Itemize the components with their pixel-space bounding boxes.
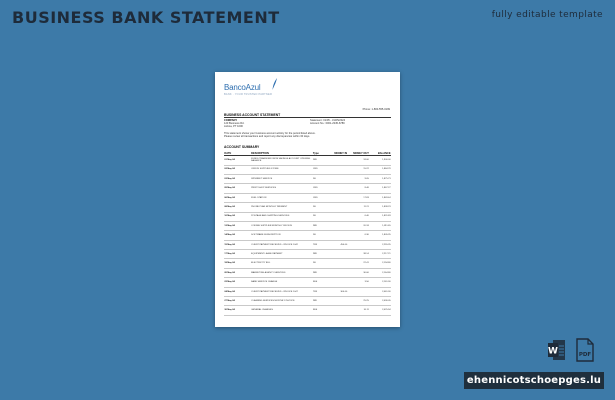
cell-money-out: 38.14 (348, 250, 370, 259)
cell-description: CLIENT PAYMENT RECEIVED - INVOICE 1042 (251, 240, 313, 249)
cell-type: FEE (313, 306, 328, 315)
bank-name: BancoAzul (224, 83, 261, 92)
table-row (224, 231, 391, 240)
cell-date: 01 May 24 (224, 156, 251, 165)
feather-icon (272, 78, 278, 90)
cell-money-out (348, 287, 370, 296)
cell-money-in (328, 297, 348, 306)
bank-tagline: BANK · YOUR TRUSTED PARTNER (224, 93, 273, 96)
pdf-label: PDF (578, 352, 592, 358)
cell-date: 22 May 24 (224, 278, 251, 287)
cell-date: 03 May 24 (224, 174, 251, 183)
cell-type: FEE (313, 278, 328, 287)
cell-balance: 1,849.44 (369, 193, 391, 202)
cell-balance: 1,867.27 (369, 184, 391, 193)
cell-balance: 2,194.80 (369, 259, 391, 268)
statement-document (215, 72, 400, 327)
cell-money-in (328, 193, 348, 202)
address-line: Lisboa, PT 1000 (224, 125, 243, 129)
cell-description: PHONE PLAN MONTHLY PAYMENT (251, 203, 313, 212)
cell-date: 02 May 24 (224, 165, 251, 174)
company-label: COMPANY (224, 119, 238, 122)
table-row (224, 193, 391, 202)
cell-balance: 1,811.65 (369, 221, 391, 230)
table-row (224, 259, 391, 268)
cell-money-out: 9.05 (348, 174, 370, 183)
cell-money-in (328, 250, 348, 259)
cell-type: PAY (313, 297, 328, 306)
cell-description: PRINT SHOP SERVICES (251, 184, 313, 193)
download-icons (548, 338, 594, 362)
cell-money-out: 8.46 (348, 184, 370, 193)
cell-money-in (328, 156, 348, 165)
cell-money-in (328, 165, 348, 174)
cell-balance: 1,900.00 (369, 156, 391, 165)
cell-date: 18 May 24 (224, 259, 251, 268)
cell-money-in (328, 212, 348, 221)
cell-balance: 1,805.35 (369, 231, 391, 240)
cell-money-in: 450.00 (328, 240, 348, 249)
cell-balance: 2,161.30 (369, 278, 391, 287)
bank-logo (224, 83, 272, 96)
cell-type: DD (313, 212, 328, 221)
company-address (224, 119, 244, 129)
pdf-file-icon[interactable] (576, 338, 594, 362)
column-header: DATE (224, 151, 251, 156)
cell-balance: 1,875.73 (369, 174, 391, 183)
table-row (224, 221, 391, 230)
table-row (224, 250, 391, 259)
cell-money-out: 6.30 (348, 231, 370, 240)
account-line: Account No.: 0001-2345-6789 (310, 122, 345, 126)
account-line: Statement: 01/05 - 31/05/2024 (310, 119, 346, 122)
cell-description: SOFTWARE SUBSCRIPTION (251, 231, 313, 240)
cell-money-in: 300.00 (328, 287, 348, 296)
cell-money-out (348, 240, 370, 249)
table-row (224, 184, 391, 193)
cell-balance: 2,425.94 (369, 306, 391, 315)
cell-type: DD (313, 203, 328, 212)
column-header: MONEY OUT (348, 151, 370, 156)
cell-money-in (328, 203, 348, 212)
cell-money-out: 20.18 (348, 221, 370, 230)
cell-money-out: 10.11 (348, 306, 370, 315)
cell-balance: 2,461.30 (369, 287, 391, 296)
cell-money-in (328, 278, 348, 287)
cell-description: POSTAGE AND SHIPPING SERVICES (251, 212, 313, 221)
table-row (224, 174, 391, 183)
cell-description: FUNDS TRANSFER FROM SAVINGS ACCOUNT OPENING BALANCE (251, 156, 313, 165)
description-line: Please review all transactions and report any discrepancies within 30 days. (224, 135, 311, 139)
cell-description: BANK SERVICE CHARGE (251, 278, 313, 287)
cell-balance: 2,164.80 (369, 268, 391, 277)
table-row (224, 297, 391, 306)
cell-balance: 2,436.05 (369, 297, 391, 306)
cell-description: CLEANING SERVICES MONTHLY INVOICE (251, 297, 313, 306)
cell-money-out: 30.00 (348, 268, 370, 277)
cell-date: 24 May 24 (224, 287, 251, 296)
word-file-icon[interactable] (548, 338, 566, 362)
cell-date: 17 May 24 (224, 250, 251, 259)
cell-money-out: 17.83 (348, 193, 370, 202)
cell-type: PAY (313, 250, 328, 259)
watermark-banner: ehennicotschoepges.lu (464, 372, 604, 389)
statement-title: BUSINESS ACCOUNT STATEMENT (224, 113, 281, 117)
cell-balance: 2,217.21 (369, 250, 391, 259)
cell-money-out: 15.22 (348, 165, 370, 174)
column-header: MONEY IN (328, 151, 348, 156)
cell-type: TFR (313, 287, 328, 296)
cell-balance: 1,884.78 (369, 165, 391, 174)
word-label: W (548, 346, 558, 357)
cell-date: 27 May 24 (224, 297, 251, 306)
page-title: BUSINESS BANK STATEMENT (12, 8, 280, 27)
table-row (224, 240, 391, 249)
cell-money-out: 6.40 (348, 212, 370, 221)
cell-money-in (328, 174, 348, 183)
address-line: 123 Business Rd. (224, 122, 245, 126)
table-row (224, 203, 391, 212)
cell-description: MARKETING AGENCY SERVICES (251, 268, 313, 277)
cell-balance: 1,831.83 (369, 212, 391, 221)
cell-description: ELECTRICITY BILL (251, 259, 313, 268)
cell-balance: 2,255.35 (369, 240, 391, 249)
cell-date: 10 May 24 (224, 212, 251, 221)
cell-money-in (328, 268, 348, 277)
cell-type: DD (313, 231, 328, 240)
transactions-table (224, 151, 391, 316)
table-row (224, 306, 391, 315)
cell-date: 06 May 24 (224, 193, 251, 202)
cell-date: 12 May 24 (224, 221, 251, 230)
cell-type: PAY (313, 156, 328, 165)
statement-description (224, 132, 316, 138)
cell-money-in (328, 259, 348, 268)
cell-description: COFFEE SUPPLIER MONTHLY INVOICE (251, 221, 313, 230)
cell-type: CRD (313, 165, 328, 174)
column-header: DESCRIPTION (251, 151, 313, 156)
account-info (310, 119, 345, 125)
cell-type: PAY (313, 221, 328, 230)
column-header: BALANCE (369, 151, 391, 156)
cell-money-in (328, 231, 348, 240)
table-row (224, 165, 391, 174)
cell-type: DD (313, 259, 328, 268)
cell-description: GENERAL CHARGES (251, 306, 313, 315)
table-row (224, 268, 391, 277)
cell-money-in (328, 306, 348, 315)
cell-date: 14 May 24 (224, 231, 251, 240)
cell-date: 08 May 24 (224, 203, 251, 212)
page-subtitle: fully editable template (491, 10, 603, 20)
cell-type: CRD (313, 184, 328, 193)
cell-date: 05 May 24 (224, 184, 251, 193)
table-row (224, 278, 391, 287)
table-row (224, 212, 391, 221)
table-row (224, 287, 391, 296)
cell-description: CLIENT PAYMENT RECEIVED - INVOICE 1047 (251, 287, 313, 296)
column-header: Type (313, 151, 328, 156)
bank-phone: Phone: 1-800-555-0199 (362, 108, 390, 111)
cell-money-out: 18.00 (348, 156, 370, 165)
cell-money-in (328, 184, 348, 193)
summary-title: ACCOUNT SUMMARY (224, 145, 260, 149)
cell-money-out: 3.50 (348, 278, 370, 287)
cell-type: CRD (313, 193, 328, 202)
cell-date: 20 May 24 (224, 268, 251, 277)
cell-balance: 1,838.23 (369, 203, 391, 212)
cell-type: TFR (313, 240, 328, 249)
cell-money-out: 22.41 (348, 259, 370, 268)
description-line: This statement shows your business account activity for the period listed above. (224, 132, 316, 135)
cell-description: EQUIPMENT LEASE PAYMENT (251, 250, 313, 259)
cell-money-in (328, 221, 348, 230)
cell-money-out: 11.21 (348, 203, 370, 212)
cell-type: PAY (313, 268, 328, 277)
cell-type: DD (313, 174, 328, 183)
divider (224, 117, 391, 118)
cell-description: FUEL STATION (251, 193, 313, 202)
cell-description: OFFICE SUPPLIES STORE (251, 165, 313, 174)
table-row (224, 156, 391, 165)
cell-description: INTERNET SERVICE (251, 174, 313, 183)
cell-date: 30 May 24 (224, 306, 251, 315)
cell-money-out: 25.25 (348, 297, 370, 306)
cell-date: 15 May 24 (224, 240, 251, 249)
